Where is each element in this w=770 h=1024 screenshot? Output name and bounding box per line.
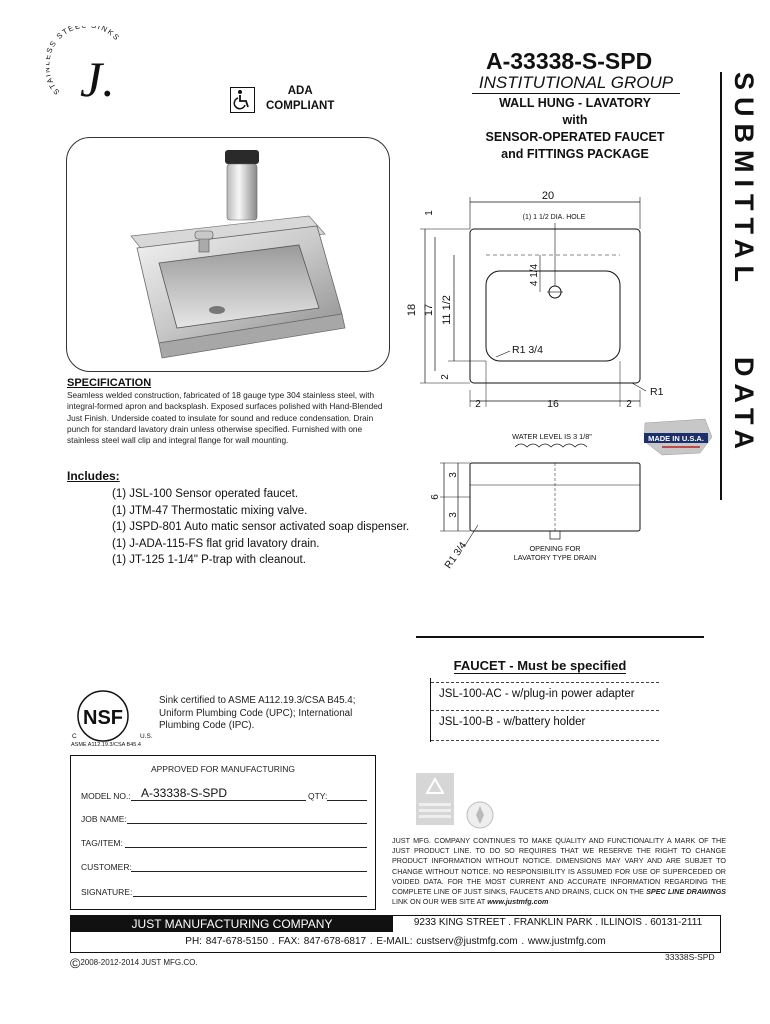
product-subtitle: WALL HUNG - LAVATORY with SENSOR-OPERATED FAUCET and FITTINGS PACKAGE bbox=[485, 96, 665, 161]
water-level-note: WATER LEVEL IS 3 1/8" bbox=[512, 432, 592, 441]
made-in-usa-badge bbox=[644, 419, 712, 455]
spec-line-drawings-link[interactable]: SPEC LINE DRAWINGS bbox=[646, 887, 726, 897]
customer-input[interactable] bbox=[131, 871, 367, 872]
dim-18: 18 bbox=[406, 303, 418, 317]
nsf-logo bbox=[73, 688, 133, 748]
copyright: ©2008-2012-2014 JUST MFG.CO. bbox=[70, 955, 198, 971]
submittal-data-label bbox=[728, 72, 762, 500]
qty-field: QTY: bbox=[308, 791, 328, 801]
list-item: (1) JT-125 1-1/4" P-trap with cleanout. bbox=[112, 554, 306, 566]
tag-item-input[interactable] bbox=[125, 847, 367, 848]
footer bbox=[70, 915, 721, 953]
top-view bbox=[420, 197, 646, 547]
dim-17: 17 bbox=[423, 303, 435, 317]
company-name: JUST MANUFACTURING COMPANY bbox=[71, 916, 393, 932]
faucet-option: JSL-100-B - w/battery holder bbox=[439, 716, 586, 728]
nsf-c: C bbox=[72, 733, 77, 740]
product-photo bbox=[66, 137, 390, 372]
side-dim-3a: 3 bbox=[448, 472, 459, 478]
includes-title: Includes: bbox=[67, 469, 120, 483]
submittal-word: SUBMITTAL bbox=[729, 72, 759, 289]
divider bbox=[431, 682, 659, 683]
dim-bottom-mid: 16 bbox=[547, 398, 559, 410]
dim-1: 1 bbox=[424, 210, 435, 216]
ada-compliant-label: ADA COMPLIANT bbox=[266, 85, 335, 112]
dim-11-5: 11 1/2 bbox=[441, 295, 453, 325]
faucet-option: JSL-100-AC - w/plug-in power adapter bbox=[439, 688, 635, 700]
approval-title: APPROVED FOR MANUFACTURING bbox=[150, 764, 296, 774]
dim-width: 20 bbox=[541, 190, 555, 202]
includes-list bbox=[112, 486, 409, 569]
disclaimer-text: JUST MFG. COMPANY CONTINUES TO MAKE QUALITY AND FUNCTIONALITY A MARK OF THE JUST PRODUCT LINE. TO DO SO REQUIRES THAT WE RESERVE THE RIGHT TO CHANGE PRODUCT INFORMATION WITHOUT NOTICE. DIMENSIONS MAY VARY AND ARE SUBJET TO CHANGE WITHOUT NOTICE. NO RESPONSIBILITY IS ASSUMED FOR USE OF SUPERCEDED OR VOIDED DATA. FOR THE MOST CURRENT AND ACCURATE INFORMATION REGARDING THE COMPLETE LINE OF JUST SINKS, FAUCETS AND DRAINS, CLICK ON THE SPEC LINE DRAWINGS LINK ON OUR WEB SITE AT www.justmfg.com bbox=[392, 836, 726, 907]
nsf-us: U.S. bbox=[140, 733, 153, 740]
side-divider bbox=[720, 72, 722, 500]
divider bbox=[431, 740, 659, 741]
dim-4-25: 4 1/4 bbox=[529, 263, 540, 287]
opening-label-1: OPENING FOR bbox=[529, 544, 581, 553]
model-no-value[interactable]: A-33338-S-SPD bbox=[141, 786, 228, 800]
group-title: INSTITUTIONAL GROUP bbox=[472, 73, 680, 94]
contact-line: PH: 847-678-5150 . FAX: 847-678-6817 . E-MAIL: custserv@justmfg.com . www.justmfg.com bbox=[185, 936, 606, 947]
green-building-icon bbox=[465, 800, 495, 830]
job-name-field: JOB NAME: bbox=[81, 814, 127, 824]
technical-drawing bbox=[400, 185, 720, 590]
side-radius: R1 3/4 bbox=[442, 540, 469, 571]
section-rule bbox=[416, 636, 704, 638]
approval-form bbox=[70, 755, 376, 910]
dim-2-bottom: 2 bbox=[440, 374, 451, 380]
data-word: DATA bbox=[729, 357, 759, 456]
side-dim-3b: 3 bbox=[448, 512, 459, 518]
radius-outer: R1 bbox=[650, 386, 664, 398]
certification-text: Sink certified to ASME A112.19.3/CSA B45.4; Uniform Plumbing Code (UPC); International Plumbing Code (IPC). bbox=[159, 695, 356, 731]
logo-letter: J. bbox=[80, 51, 115, 107]
nsf-asme: ASME A112.19.3/CSA B45.4 bbox=[71, 742, 141, 748]
faucet-options bbox=[430, 678, 658, 742]
svg-text:NSF: NSF bbox=[83, 707, 123, 729]
radius-bowl: R1 3/4 bbox=[512, 344, 543, 356]
dim-bottom-right: 2 bbox=[626, 399, 632, 410]
dim-bottom-left: 2 bbox=[475, 399, 481, 410]
company-logo bbox=[46, 26, 146, 126]
specification-text: Seamless welded construction, fabricated of 18 gauge type 304 stainless steel, with integral-formed apron and backsplash. Exposed surfaces polished with Hand-Blended Just Finish. Underside coated to insulate for sound and reduce condensation. Drain punch for standard lavatory drain unless otherwise specified. Furnished with one stainless steel wall clip and integral flange for wall mounting. bbox=[67, 390, 383, 446]
list-item: (1) J-ADA-115-FS flat grid lavatory drain. bbox=[112, 537, 320, 550]
customer-field: CUSTOMER: bbox=[81, 862, 132, 872]
wheelchair-icon bbox=[230, 87, 255, 113]
signature-field: SIGNATURE: bbox=[81, 887, 133, 897]
signature-input[interactable] bbox=[133, 896, 367, 897]
recycled-steel-icon bbox=[416, 773, 454, 825]
logo-ring-text: ST S STEE INKS bbox=[46, 26, 122, 97]
model-title: A-33338-S-SPD bbox=[486, 48, 653, 74]
website-link[interactable]: www.justmfg.com bbox=[487, 897, 549, 907]
specification-title: SPECIFICATION bbox=[67, 377, 152, 389]
divider bbox=[431, 710, 659, 711]
made-in-usa-text: MADE IN U.S.A. bbox=[648, 434, 704, 443]
list-item: (1) JTM-47 Thermostatic mixing valve. bbox=[112, 504, 308, 517]
tag-item-field: TAG/ITEM: bbox=[81, 838, 123, 848]
list-item: (1) JSPD-801 Auto matic sensor activated soap dispenser. bbox=[112, 521, 410, 533]
company-address: 9233 KING STREET . FRANKLIN PARK . ILLINOIS . 60131-2111 bbox=[413, 917, 703, 928]
model-no-field: MODEL NO.: bbox=[81, 791, 131, 801]
qty-input[interactable] bbox=[327, 800, 367, 801]
list-item: (1) JSL-100 Sensor operated faucet. bbox=[112, 488, 299, 500]
side-dim-6: 6 bbox=[430, 494, 441, 500]
document-code: 33338S-SPD bbox=[665, 952, 715, 962]
faucet-title: FAUCET - Must be specified bbox=[453, 658, 627, 673]
field-line bbox=[131, 800, 306, 801]
hole-note: (1) 1 1/2 DIA. HOLE bbox=[522, 214, 586, 221]
job-name-input[interactable] bbox=[127, 823, 367, 824]
opening-label-2: LAVATORY TYPE DRAIN bbox=[513, 553, 597, 562]
